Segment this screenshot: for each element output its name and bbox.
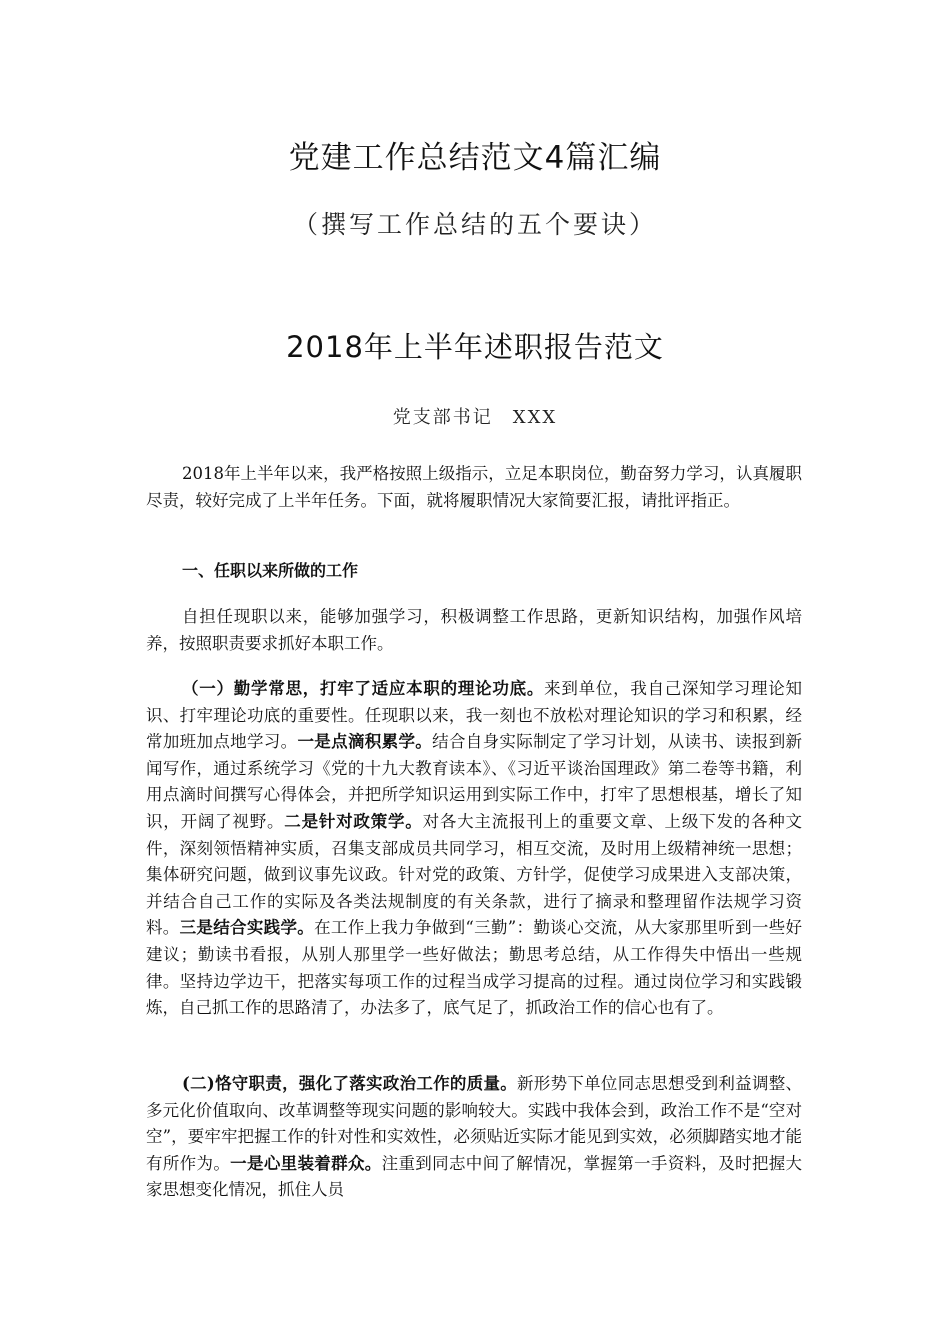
sub-title: （撰写工作总结的五个要诀） xyxy=(292,210,657,239)
report-title: 2018年上半年述职报告范文 xyxy=(286,330,664,364)
subsection-2-paragraph xyxy=(146,1071,802,1204)
intro-paragraph: 2018年上半年以来，我严格按照上级指示，立足本职岗位，勤奋努力学习，认真履职尽责，较好完成了上半年任务。下面，就将履职情况大家简要汇报，请批评指正。 xyxy=(146,464,802,510)
subsection-1-point-3: 三是结合实践学。 xyxy=(179,918,315,938)
subsection-1-point-2: 二是针对政策学。 xyxy=(284,811,423,831)
subsection-1-point-1: 一是点滴积累学。 xyxy=(297,732,433,752)
subsection-1-paragraph xyxy=(146,676,802,1022)
subsection-2-heading: (二)恪守职责，强化了落实政治工作的质量。 xyxy=(182,1074,518,1093)
subsection-1-text-c: 对各大主流报刊上的重要文章、上级下发的各种文件，深刻领悟精神实质，召集支部成员共同学习，相互交流，及时用上级精神统一思想；集体研究问题，做到议事先议政。针对党的政策、方针学，促使学习成果进入支部决策，并结合自己工作的实际及各类法规制度的有关条款，进行了摘录和整理留作法规学习资料。 xyxy=(146,811,803,938)
subsection-1-heading: （一）勤学常思，打牢了适应本职的理论功底。 xyxy=(182,679,545,698)
subsection-2-text-a: 新形势下单位同志思想受到利益调整、多元化价值取向、改革调整等现实问题的影响较大。实践中我体会到，政治工作不是“空对空”，要牢牢把握工作的针对性和实效性，必须贴近实际才能见到实效，必须脚踏实地才能有所作为。 xyxy=(146,1074,803,1173)
subsection-2-text-b: 注重到同志中间了解情况，掌握第一手资料，及时把握大家思想变化情况，抓住人员 xyxy=(146,1153,803,1200)
author-line: 党支部书记 XXX xyxy=(392,407,558,428)
main-title: 党建工作总结范文4篇汇编 xyxy=(288,140,662,176)
section-intro-paragraph: 自担任现职以来，能够加强学习，积极调整工作思路，更新知识结构，加强作风培养，按照职责要求抓好本职工作。 xyxy=(146,607,802,653)
subsection-1-text-d: 在工作上我力争做到“三勤”：勤谈心交流，从大家那里听到一些好建议；勤读书看报，从别人那里学一些好做法；勤思考总结，从工作得失中悟出一些规律。坚持边学边干，把落实每项工作的过程当成学习提高的过程。通过岗位学习和实践锻炼，自己抓工作的思路清了，办法多了，底气足了，抓政治工作的信心也有了。 xyxy=(146,918,803,1018)
subsection-1-text-b: 结合自身实际制定了学习计划，从读书、读报到新闻写作，通过系统学习《党的十九大教育读本》、《习近平谈治国理政》第二卷等书籍，利用点滴时间撰写心得体会，并把所学知识运用到实际工作中，打牢了思想根基，增长了知识，开阔了视野。 xyxy=(146,732,803,831)
subsection-2-point-1: 一是心里装着群众。 xyxy=(230,1153,382,1173)
subsection-1-text-a: 来到单位，我自己深知学习理论知识、打牢理论功底的重要性。任现职以来，我一刻也不放松对理论知识的学习和积累，经常加班加点地学习。 xyxy=(146,679,803,752)
section-heading: 一、任职以来所做的工作 xyxy=(182,561,359,580)
